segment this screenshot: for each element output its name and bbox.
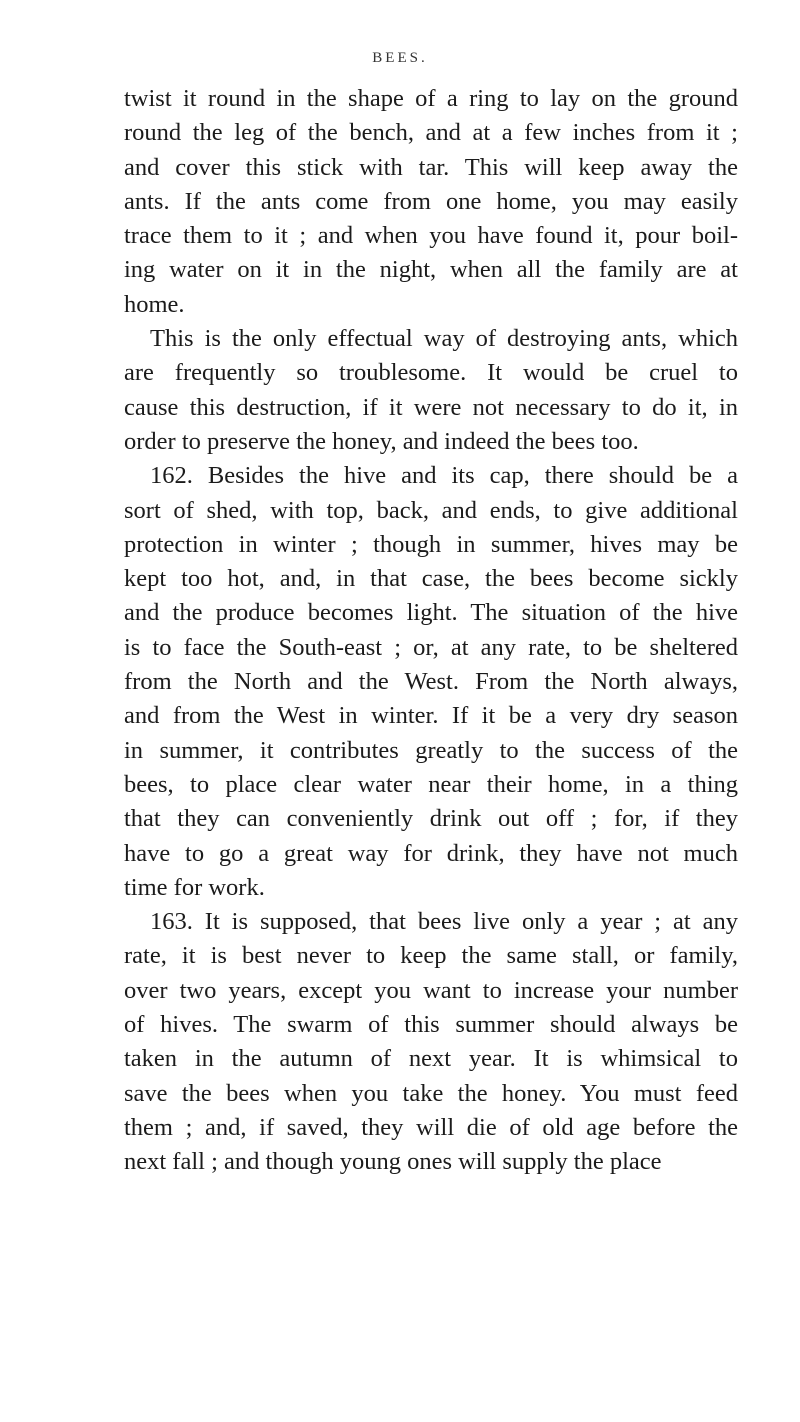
text-line: home. xyxy=(124,290,185,318)
text-line: trace them to it ; and when you have found it, pour boil- xyxy=(124,222,738,250)
text-line: from the North and the West. From the North always, xyxy=(124,668,738,696)
text-line: kept too hot, and, in that case, the bees become sickly xyxy=(124,565,738,593)
text-line: protection in winter ; though in summer, hives may be xyxy=(124,530,738,558)
text-line: have to go a great way for drink, they have not much xyxy=(124,839,738,867)
body-text xyxy=(124,82,738,1180)
text-line: 163. It is supposed, that bees live only a year ; at any xyxy=(150,908,738,936)
text-line: twist it round in the shape of a ring to lay on the ground xyxy=(124,85,738,112)
text-line: next fall ; and though young ones will supply the place xyxy=(124,1148,662,1176)
paragraph xyxy=(124,322,738,459)
text-line: bees, to place clear water near their home, in a thing xyxy=(124,770,738,798)
text-line: ing water on it in the night, when all the family are at xyxy=(124,256,738,284)
text-line: 162. Besides the hive and its cap, there should be a xyxy=(150,462,738,490)
text-line: This is the only effectual way of destroying ants, which xyxy=(150,325,738,353)
text-line: sort of shed, with top, back, and ends, to give additional xyxy=(124,496,738,524)
text-line: and from the West in winter. If it be a very dry season xyxy=(124,702,738,730)
text-line: time for work. xyxy=(124,873,265,901)
text-line: in summer, it contributes greatly to the success of the xyxy=(124,736,738,764)
paragraph xyxy=(124,82,738,322)
text-line: rate, it is best never to keep the same stall, or family, xyxy=(124,942,738,970)
text-line: of hives. The swarm of this summer should always be xyxy=(124,1011,738,1039)
text-line: ants. If the ants come from one home, you may easily xyxy=(124,187,738,215)
text-line: is to face the South-east ; or, at any rate, to be sheltered xyxy=(124,633,738,661)
text-line: save the bees when you take the honey. You must feed xyxy=(124,1079,738,1107)
running-head: BEES. xyxy=(372,50,428,66)
text-line: order to preserve the honey, and indeed the bees too. xyxy=(124,427,639,455)
paragraph xyxy=(124,459,738,905)
text-line: round the leg of the bench, and at a few inches from it ; xyxy=(124,119,738,147)
text-line: and the produce becomes light. The situation of the hive xyxy=(124,599,738,627)
paragraph xyxy=(124,905,738,1179)
text-line: them ; and, if saved, they will die of old age before the xyxy=(124,1113,738,1141)
text-line: that they can conveniently drink out off ; for, if they xyxy=(124,805,738,833)
text-line: taken in the autumn of next year. It is whimsical to xyxy=(124,1045,738,1073)
text-line: cause this destruction, if it were not necessary to do it, in xyxy=(124,393,738,421)
text-line: and cover this stick with tar. This will keep away the xyxy=(124,153,738,181)
text-line: over two years, except you want to increase your number xyxy=(124,976,738,1004)
text-line: are frequently so troublesome. It would be cruel to xyxy=(124,359,738,387)
